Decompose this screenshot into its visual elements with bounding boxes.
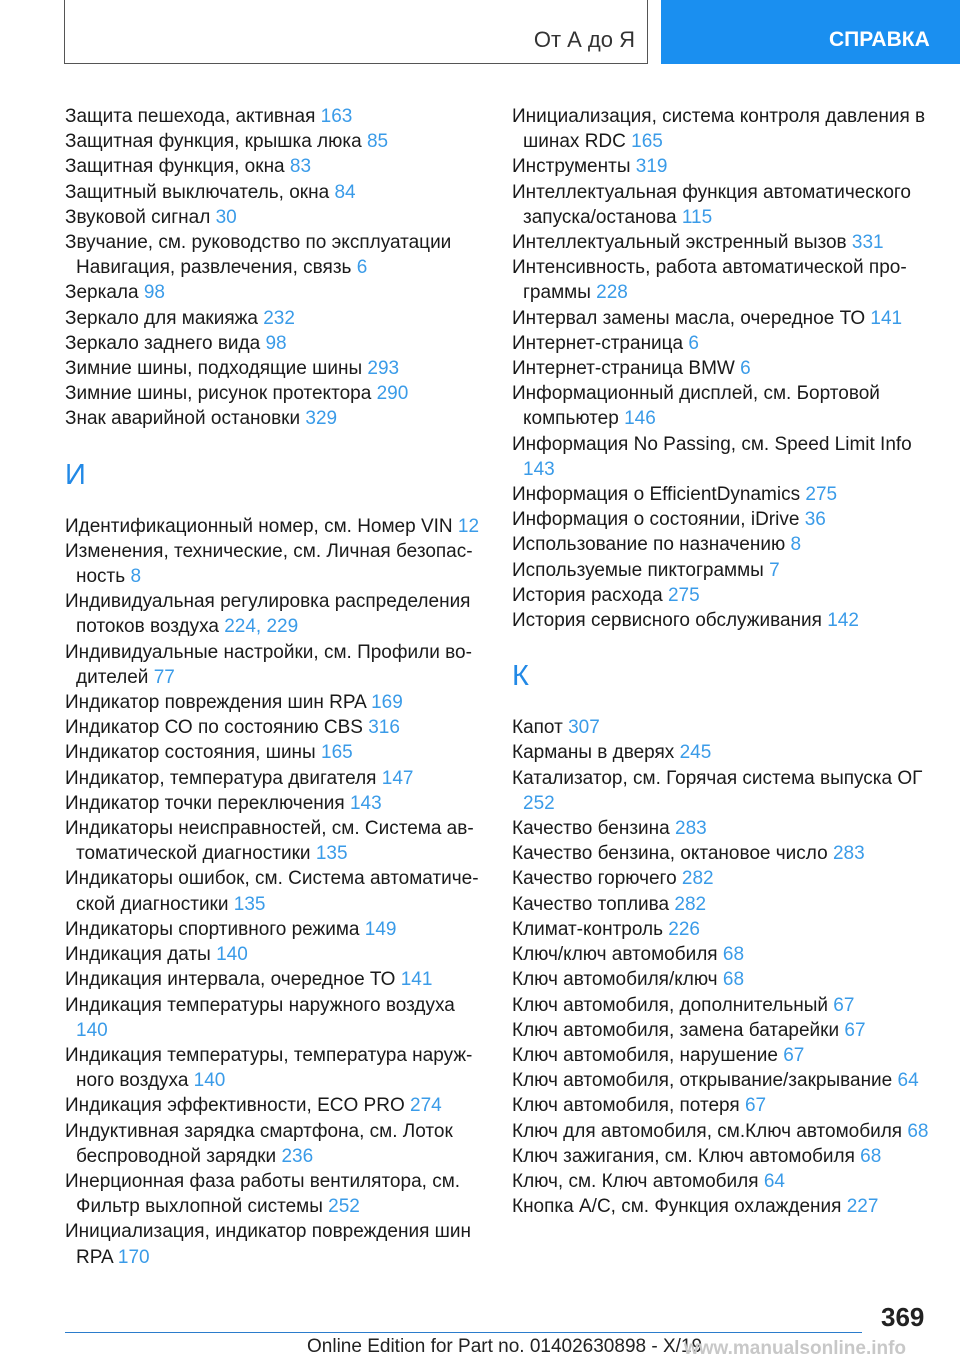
index-entry: [65, 331, 485, 356]
index-entry: [65, 816, 485, 866]
index-entry-page-link[interactable]: 67: [744, 1095, 767, 1117]
index-entry: [512, 608, 932, 633]
index-entry-term: Качество горючего: [512, 868, 677, 890]
tab-help-label: СПРАВКА: [829, 28, 930, 51]
index-entry-term: Интервал замены масла, очередное ТО: [512, 307, 866, 329]
index-entry: [65, 230, 485, 280]
index-entry: [512, 507, 932, 532]
index-entry: [512, 331, 932, 356]
index-entry: [65, 1043, 485, 1093]
index-entry-page-link[interactable]: 142: [827, 610, 859, 632]
index-entry-term: Интеллектуальный экстренный вызов: [512, 232, 847, 254]
index-entry-page-link[interactable]: 163: [320, 106, 353, 127]
index-entry-page-link[interactable]: 245: [679, 742, 712, 764]
index-entry-page-link[interactable]: 67: [783, 1044, 805, 1066]
index-entry-page-link[interactable]: 68: [860, 1145, 882, 1167]
index-entry: [512, 255, 932, 305]
index-entry-page-link[interactable]: 293: [367, 358, 400, 380]
index-entry-term: Капот: [512, 717, 563, 739]
index-entry-page-link[interactable]: 282: [681, 868, 714, 890]
index-entry-page-link[interactable]: 6: [356, 257, 368, 279]
index-entry: [512, 816, 932, 841]
index-entry-page-link[interactable]: 98: [143, 282, 165, 304]
index-entry: [512, 583, 932, 608]
index-entry-page-link[interactable]: 6: [740, 358, 751, 380]
index-entry-page-link[interactable]: 275: [805, 484, 838, 506]
index-entry-page-link[interactable]: 84: [334, 181, 356, 203]
index-entry: [512, 1194, 932, 1219]
index-entry: [512, 841, 932, 866]
index-entry: [65, 589, 485, 639]
index-entry-page-link[interactable]: 36: [804, 509, 826, 531]
index-entry: [512, 180, 932, 230]
index-entry-page-link[interactable]: 64: [897, 1070, 919, 1092]
index-entry-page-link[interactable]: 169: [371, 692, 403, 714]
index-entry-term: Интеллектуальная функция автоматического запуска/останова: [512, 181, 911, 228]
index-entry-term: Интенсивность, работа автоматической программы: [512, 257, 907, 304]
index-entry-term: Интернет-страница BMW: [512, 358, 735, 380]
index-entry-page-link[interactable]: 141: [400, 969, 433, 991]
index-entry: [65, 740, 485, 765]
index-entry-term: Зимние шины, подходящие шины: [65, 358, 363, 380]
index-entry-term: Ключ автомобиля, потеря: [512, 1095, 740, 1117]
index-entry: [512, 532, 932, 557]
index-entry-term: Индикаторы ошибок, см. Система автоматической диагностики: [65, 868, 479, 915]
index-entry: [65, 306, 485, 331]
page-number: 369: [881, 1302, 925, 1332]
tab-a-to-z[interactable]: [64, 0, 648, 64]
index-entry: [65, 1119, 485, 1169]
index-entry-page-link[interactable]: 68: [907, 1120, 929, 1142]
index-entry-term: История сервисного обслуживания: [512, 610, 822, 632]
index-entry-page-link[interactable]: 165: [631, 131, 663, 153]
index-entry-term: Кнопка A/C, см. Функция охлаждения: [512, 1196, 842, 1218]
index-entry: [65, 1169, 485, 1219]
index-entry-term: Ключ/ключ автомобиля: [512, 944, 718, 966]
index-entry: [512, 558, 932, 583]
index-column-right: [512, 104, 932, 1219]
index-entry-page-link[interactable]: 252: [328, 1196, 360, 1218]
index-entry: [512, 1119, 932, 1144]
index-entry-term: Инициализация, индикатор повреждения шин RPA: [65, 1221, 471, 1268]
index-entry-term: Зеркало заднего вида: [65, 332, 261, 354]
index-entry-term: Индикация температуры, температура наружного воздуха: [65, 1044, 473, 1092]
index-entry-page-link[interactable]: 274: [410, 1095, 442, 1117]
index-entry-page-link[interactable]: 282: [674, 893, 707, 915]
index-entry-term: Индуктивная зарядка смартфона, см. Лоток беспроводной зарядки: [65, 1120, 453, 1167]
watermark: www.manualsonline.info: [684, 1338, 907, 1359]
section-letter: К: [512, 660, 529, 693]
index-entry-page-link[interactable]: 98: [265, 332, 287, 354]
index-entry-term: Индикация эффективности, ECO PRO: [65, 1095, 405, 1117]
index-entry-term: Информация No Passing, см. Speed Limit Info: [512, 433, 912, 455]
index-entry-page-link[interactable]: 140: [76, 1019, 108, 1041]
index-entry-term: Инициализация, система контроля давления в шинах RDC: [512, 106, 926, 153]
index-entry-page-link[interactable]: 64: [763, 1170, 785, 1192]
index-entry-page-link[interactable]: 7: [769, 559, 780, 581]
index-entry-page-link[interactable]: 147: [381, 767, 414, 789]
index-entry-page-link[interactable]: 232: [263, 307, 295, 329]
index-entry-page-link[interactable]: 165: [321, 742, 353, 764]
index-entry-page-link[interactable]: 83: [289, 156, 312, 178]
index-entry: [65, 640, 485, 690]
index-entry: [65, 280, 485, 305]
index-entry: [512, 306, 932, 331]
index-entry: [512, 892, 932, 917]
index-entry-page-link[interactable]: 85: [366, 131, 389, 153]
index-entry-term: Защитная функция, окна: [65, 156, 285, 178]
index-entry-term: Индикация температуры наружного воздуха: [65, 994, 455, 1016]
section-letter: И: [65, 458, 86, 491]
index-entry: [65, 993, 485, 1043]
index-entry-page-link[interactable]: 149: [364, 918, 397, 940]
index-entry-term: Интернет-страница: [512, 332, 684, 354]
index-entry-page-link[interactable]: 30: [215, 206, 237, 228]
index-entry-page-link[interactable]: 228: [596, 282, 628, 304]
index-entry-term: Защитный выключатель, окна: [65, 181, 330, 203]
index-entry: [512, 866, 932, 891]
index-entry: [65, 791, 485, 816]
index-entry: [65, 104, 485, 129]
index-entry: [512, 1144, 932, 1169]
index-entry: [65, 1093, 485, 1118]
index-entry-term: Индикатор повреждения шин RPA: [65, 692, 366, 714]
index-entry-term: Индикатор точки переключения: [65, 792, 345, 814]
index-entry: [65, 690, 485, 715]
index-entry-term: Качество бензина: [512, 818, 670, 840]
index-entry-term: Инерционная фаза работы вентилятора, см. Фильтр выхлопной системы: [65, 1170, 461, 1218]
index-entry-term: Используемые пиктограммы: [512, 559, 764, 581]
index-entry-page-link[interactable]: 143: [349, 792, 382, 814]
index-entry-term: Информация о состоянии, iDrive: [512, 509, 800, 531]
index-entry-term: Защита пешехода, активная: [65, 106, 316, 127]
index-entry: [65, 406, 485, 431]
index-entry-page-link[interactable]: 141: [870, 307, 903, 329]
index-entry-page-link[interactable]: 12: [457, 515, 480, 537]
index-entry: [65, 356, 485, 381]
index-entry-page-link[interactable]: 77: [153, 666, 175, 688]
index-entry-page-link[interactable]: 140: [216, 944, 248, 966]
index-entry-term: Зеркала: [65, 282, 139, 304]
index-entry: [512, 740, 932, 765]
index-entry: [65, 942, 485, 967]
index-entry-term: Ключ, см. Ключ автомобиля: [512, 1170, 759, 1192]
index-entry: [65, 715, 485, 740]
index-entry: [65, 154, 485, 179]
index-entry: [65, 866, 485, 916]
index-entry: [512, 967, 932, 992]
footer-edition: Online Edition for Part no. 01402630898 - X/19: [307, 1336, 703, 1357]
index-entry: [512, 715, 932, 740]
index-entry-page-link[interactable]: 226: [668, 918, 700, 940]
index-entry: [512, 104, 932, 154]
index-entry: [65, 967, 485, 992]
index-entry: [512, 1068, 932, 1093]
index-entry-page-link[interactable]: 170: [117, 1246, 150, 1268]
index-entry-term: Индивидуальная регулировка распределения потоков воздуха: [65, 591, 471, 638]
index-entry: [512, 356, 932, 381]
index-entry-term: Индикация интервала, очередное ТО: [65, 969, 396, 991]
index-entry: [65, 180, 485, 205]
index-entry-term: Индикатор состояния, шины: [65, 742, 316, 764]
index-entry-page-link[interactable]: 275: [667, 584, 700, 606]
index-entry-page-link[interactable]: 319: [635, 156, 668, 178]
index-entry-term: Ключ автомобиля, нарушение: [512, 1044, 778, 1066]
tab-a-to-z-label: От А до Я: [533, 27, 635, 52]
index-entry: [512, 154, 932, 179]
index-entry-page-link[interactable]: 68: [722, 969, 745, 991]
index-entry-term: Ключ автомобиля, замена батарейки: [512, 1019, 840, 1041]
index-entry-term: Защитная функция, крышка люка: [65, 131, 362, 153]
index-entry: [512, 482, 932, 507]
index-entry-page-link[interactable]: 67: [833, 994, 855, 1016]
index-entry-term: История расхода: [512, 584, 663, 606]
index-entry-page-link[interactable]: 307: [568, 717, 600, 739]
index-entry-term: Изменения, технические, см. Личная безопасность: [65, 540, 473, 588]
index-entry-term: Идентификационный номер, см. Номер VIN: [65, 515, 453, 537]
index-entry-term: Ключ автомобиля, открывание/закрывание: [512, 1070, 893, 1092]
index-entry-term: Звучание, см. руководство по эксплуатации Навигация, развлечения, связь: [65, 232, 452, 279]
index-entry-page-link[interactable]: 143: [523, 458, 555, 480]
index-entry-page-link[interactable]: 316: [368, 717, 400, 739]
index-entry: [65, 539, 485, 589]
index-entry-term: Информация о EfficientDynamics: [512, 484, 801, 506]
index-column-left: [65, 104, 485, 1270]
index-entry-page-link[interactable]: 67: [844, 1019, 866, 1041]
index-entry-page-link[interactable]: 331: [851, 232, 884, 254]
page-header: [0, 0, 960, 66]
index-entry: [65, 129, 485, 154]
index-entry-page-link[interactable]: 68: [722, 944, 745, 966]
index-entry: [512, 917, 932, 942]
index-entry-page-link[interactable]: 329: [305, 408, 338, 430]
index-entry-term: Индикатор СО по состоянию CBS: [65, 717, 363, 739]
index-entry-page-link[interactable]: 146: [624, 408, 656, 430]
index-entry: [65, 205, 485, 230]
index-entry-term: Индикация даты: [65, 944, 211, 966]
index-entry-page-link[interactable]: 8: [130, 566, 142, 588]
index-entry: [65, 381, 485, 406]
index-entry-term: Индикатор, температура двигателя: [65, 767, 377, 789]
index-entry: [65, 514, 485, 539]
index-entry-term: Ключ зажигания, см. Ключ автомобиля: [512, 1145, 855, 1167]
index-entry: [512, 230, 932, 255]
index-entry: [65, 766, 485, 791]
index-entry-term: Информационный дисплей, см. Бортовой компьютер: [512, 383, 880, 430]
index-entry-page-link[interactable]: 283: [675, 818, 707, 840]
index-entry-page-link[interactable]: 252: [523, 792, 555, 814]
index-entry: [512, 1169, 932, 1194]
index-entry-term: Ключ для автомобиля, см.Ключ автомобиля: [512, 1120, 903, 1142]
index-entry: [512, 1018, 932, 1043]
index-entry-page-link[interactable]: 283: [832, 843, 865, 865]
index-entry-term: Инструменты: [512, 156, 631, 178]
index-entry-term: Карманы в дверях: [512, 742, 675, 764]
index-entry-term: Климат-контроль: [512, 918, 663, 940]
index-entry-page-link[interactable]: 135: [315, 843, 348, 865]
tab-help[interactable]: [661, 0, 960, 64]
index-entry: [512, 381, 932, 431]
index-entry-term: Качество топлива: [512, 893, 670, 915]
index-entry-term: Индивидуальные настройки, см. Профили водителей: [65, 641, 472, 688]
index-entry-page-link[interactable]: 140: [193, 1070, 226, 1092]
index-entry: [512, 432, 932, 482]
index-entry-page-link[interactable]: 6: [688, 332, 699, 354]
index-entry-term: Индикаторы неисправностей, см. Система автоматической диагностики: [65, 818, 474, 865]
index-entry-term: Зеркало для макияжа: [65, 307, 258, 329]
index-entry: [65, 1219, 485, 1269]
index-entry-page-link[interactable]: 224, 229: [224, 616, 299, 638]
index-entry-page-link[interactable]: 236: [281, 1145, 314, 1167]
index-entry-term: Качество бензина, октановое число: [512, 843, 828, 865]
index-entry-term: Использование по назначению: [512, 534, 786, 556]
index-entry-term: Катализатор, см. Горячая система выпуска ОГ: [512, 767, 923, 789]
index-entry-term: Знак аварийной остановки: [65, 408, 301, 430]
index-entry-page-link[interactable]: 8: [790, 534, 802, 556]
index-entry-term: Ключ автомобиля, дополнительный: [512, 994, 828, 1016]
index-entry: [65, 917, 485, 942]
index-entry-page-link[interactable]: 227: [846, 1196, 879, 1218]
index-entry: [512, 1093, 932, 1118]
index-entry-page-link[interactable]: 290: [376, 383, 409, 405]
index-entry: [512, 993, 932, 1018]
index-entry-term: Звуковой сигнал: [65, 206, 211, 228]
index-entry-term: Ключ автомобиля/ключ: [512, 969, 718, 991]
index-entry: [512, 942, 932, 967]
index-entry-term: Зимние шины, рисунок протектора: [65, 383, 372, 405]
index-entry-page-link[interactable]: 135: [233, 893, 266, 915]
footer-divider: [65, 1332, 862, 1333]
index-entry-page-link[interactable]: 115: [681, 206, 713, 228]
index-entry: [512, 1043, 932, 1068]
index-entry-term: Индикаторы спортивного режима: [65, 918, 360, 940]
index-entry: [512, 766, 932, 816]
